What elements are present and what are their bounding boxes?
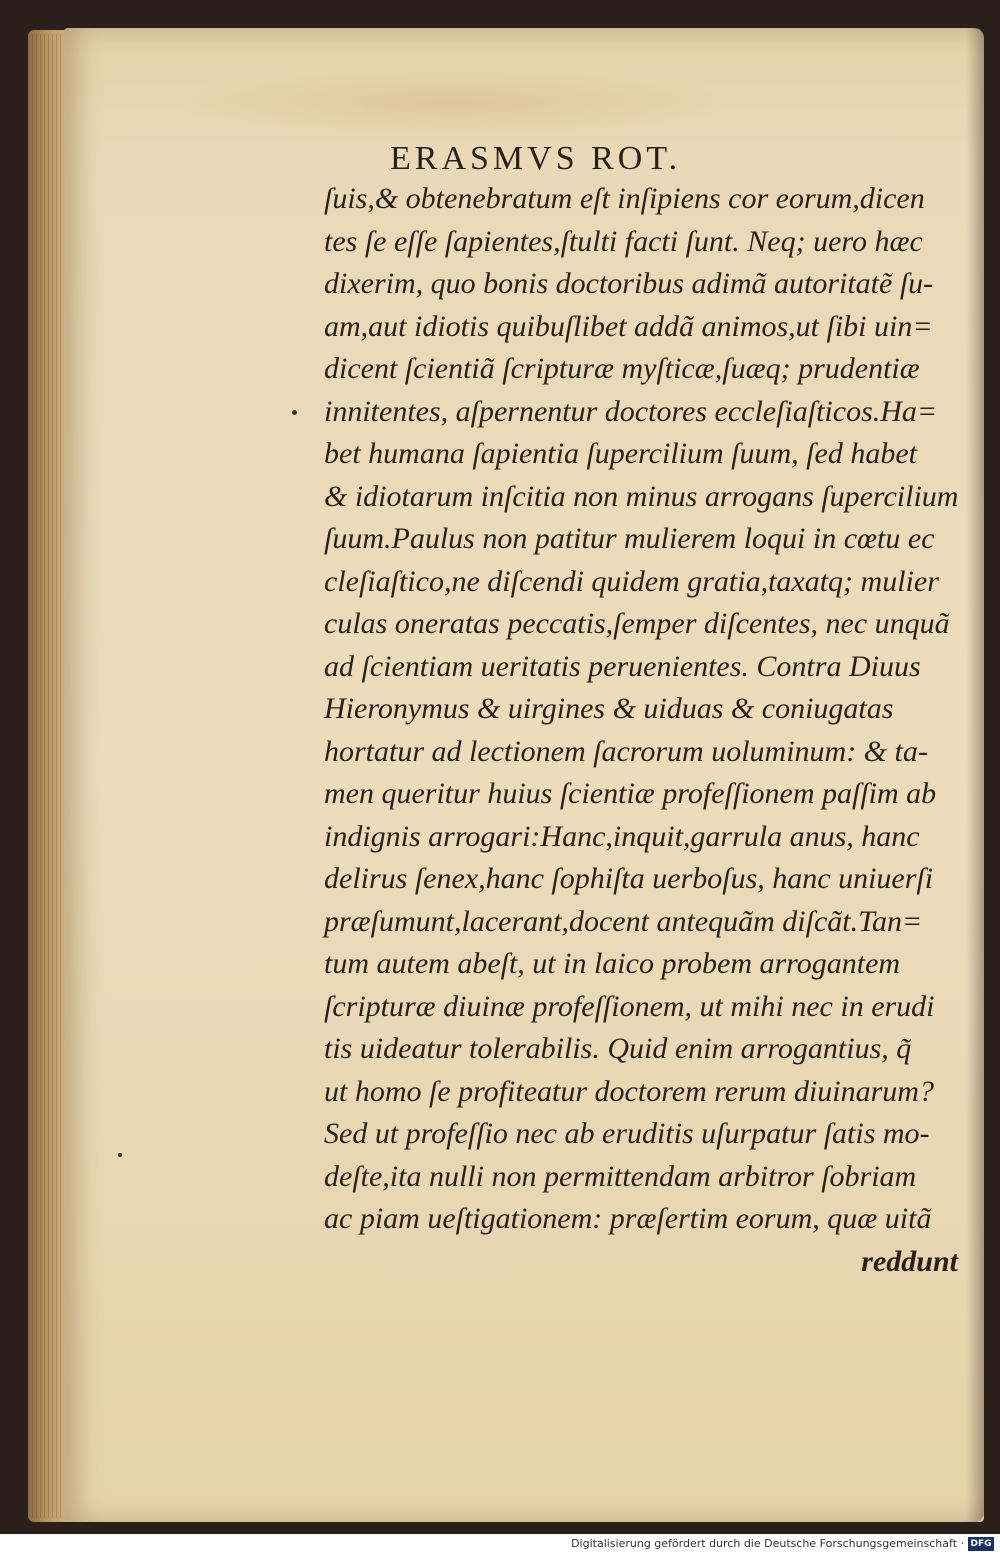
page-stain [174, 68, 734, 138]
text-line: ad ſcientiam ueritatis peruenientes. Contra Diuus [324, 649, 921, 683]
text-line: tum autem abeſt, ut in laico probem arrogantem [324, 947, 901, 980]
text-line: ſcripturæ diuinæ profeſſionem, ut mihi nec in erudi [324, 989, 935, 1023]
text-line: innitentes, aſpernentur doctores eccleſiaſticos.Ha= [324, 394, 938, 428]
running-head: ERASMVS ROT. [390, 140, 682, 177]
text-line: ut homo ſe profiteatur doctorem rerum diuinarum? [324, 1074, 934, 1108]
text-line: ac piam ueſtigationem: præſertim eorum, quæ uitã [324, 1202, 932, 1235]
text-line: ſuum.Paulus non patitur mulierem loqui in cœtu ec [324, 522, 935, 555]
text-line: bet humana ſapientia ſupercilium ſuum, ſed habet [324, 437, 917, 470]
text-line: cleſiaſtico,ne diſcendi quidem gratia,taxatq; mulier [324, 564, 939, 598]
text-line: indignis arrogari:Hanc,inquit,garrula anus, hanc [324, 819, 920, 853]
text-line: deſte,ita nulli non permittendam arbitror ſobriam [324, 1159, 917, 1193]
funding-credit: Digitalisierung gefördert durch die Deutsche Forschungsgemeinschaft · [571, 1537, 964, 1550]
text-line: dixerim, quo bonis doctoribus adimã autoritatẽ ſu- [324, 267, 934, 300]
dfg-logo-icon: DFG [968, 1537, 994, 1551]
text-line: & idiotarum inſcitia non minus arrogans ſupercilium [324, 479, 959, 513]
text-line: dicent ſcientiã ſcripturæ myſticæ,ſuæq; prudentiæ [324, 352, 920, 385]
text-line: ſuis,& obtenebratum eſt inſipiens cor eorum,dicen [324, 182, 925, 215]
text-line: am,aut idiotis quibuſlibet addã animos,ut ſibi uin= [324, 309, 933, 343]
text-line: delirus ſenex,hanc ſophiſta uerboſus, hanc uniuerſi [324, 862, 934, 895]
text-line: men queritur huius ſcientiæ profeſſionem paſſim ab [324, 777, 937, 810]
text-line: præſumunt,lacerant,docent antequãm diſcãt.Tan= [324, 904, 923, 938]
page-right-shadow [966, 28, 984, 1522]
margin-mark [118, 1153, 122, 1157]
text-line: Sed ut profeſſio nec ab eruditis uſurpatur ſatis mo- [324, 1117, 930, 1150]
margin-mark [292, 410, 297, 415]
page-edge-lines [32, 34, 68, 1518]
footer-bar [0, 1534, 1000, 1555]
text-line: tes ſe eſſe ſapientes,ſtulti facti ſunt. Neq; uero hæc [324, 224, 923, 258]
text-line: hortatur ad lectionem ſacrorum uoluminum: & ta- [324, 734, 928, 768]
text-line: culas oneratas peccatis,ſemper diſcentes, nec unquã [324, 607, 950, 640]
text-block [324, 178, 964, 1283]
text-line: tis uideatur tolerabilis. Quid enim arrogantius, q̃ [324, 1032, 912, 1065]
text-line: Hieronymus & uirgines & uiduas & coniugatas [324, 692, 894, 725]
catchword: reddunt [861, 1244, 958, 1278]
